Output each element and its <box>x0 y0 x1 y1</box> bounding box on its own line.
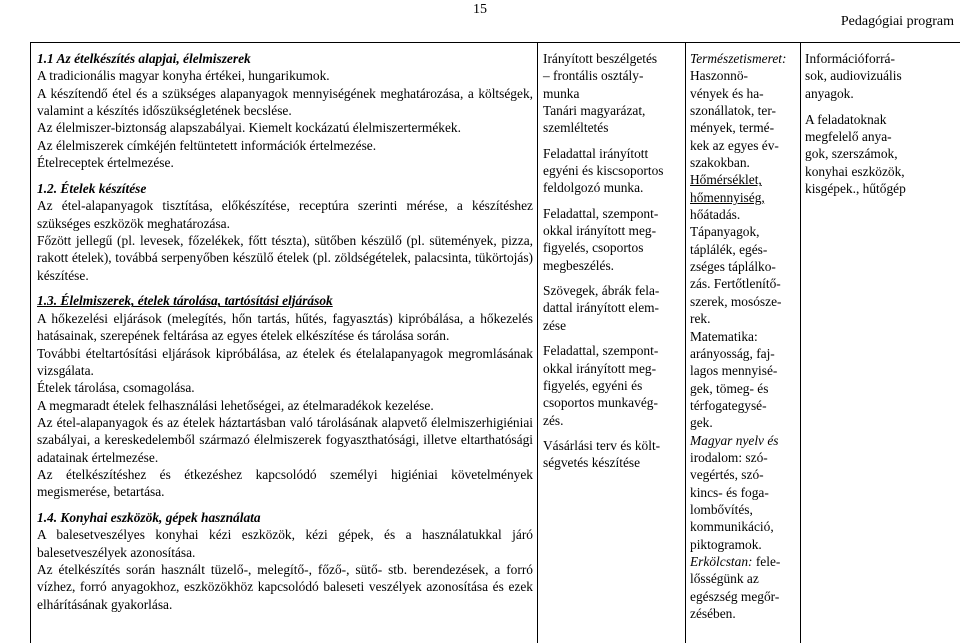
method-line: okkal irányított meg- <box>543 223 657 239</box>
connection-line: egészség megőr- <box>690 588 780 604</box>
connection-line: kommunikáció, <box>690 519 774 535</box>
resource-line: kisgépek., hűtőgép <box>805 180 906 196</box>
connection-line <box>690 189 798 206</box>
resource-line: megfelelő anya- <box>805 128 892 144</box>
connection-line: zésében. <box>690 606 736 621</box>
connection-line: vegértés, szó- <box>690 467 764 483</box>
program-label: Pedagógiai program <box>840 14 954 29</box>
method-block <box>543 205 681 274</box>
connection-line: irodalom: szó- <box>690 449 768 465</box>
column-divider-1 <box>537 42 538 643</box>
connection-line: kincs- és foga- <box>690 484 769 500</box>
connection-line: arányosság, faj- <box>690 345 775 361</box>
subject-name: Erkölcstan: <box>690 553 753 569</box>
topic-line: A készítendő étel és a szükséges alapanyagok mennyiségének meghatározása, a költségek, valamint a készítés időszükségletének becslése. <box>37 85 533 119</box>
method-line: csoportos munkavég- <box>543 395 658 411</box>
connection-line: Magyar nyelv és <box>690 432 779 448</box>
column-divider-3 <box>800 42 801 643</box>
connection-line: Természetismeret: Haszonnö- <box>690 51 787 84</box>
connection-line: szerek, mosósze- <box>690 293 782 309</box>
connection-line: gek. <box>690 415 713 431</box>
connection-line: vények és ha- <box>690 85 764 101</box>
section-heading-1-2: 1.2. Ételek készítése <box>37 180 147 196</box>
connection-line: kek az egyes év- <box>690 137 779 153</box>
subject-name: Hőmérséklet, <box>690 172 762 188</box>
connection-line: mények, termé- <box>690 120 775 136</box>
method-line: munka <box>543 85 580 101</box>
method-line: figyelés, csoportos <box>543 240 644 256</box>
connection-line: lagos mennyisé- <box>690 363 778 379</box>
methods-column <box>543 50 681 472</box>
connection-line: Tápanyagok, <box>690 224 760 240</box>
topic-line: Ételreceptek értelmezése. <box>37 155 174 171</box>
topic-line: Az élelmiszerek címkéjén feltüntetett információk értelmezése. <box>37 137 377 153</box>
method-line: egyéni és kiscsoportos <box>543 163 664 179</box>
connection-line: hőátadás. <box>690 207 741 223</box>
method-block <box>543 342 681 429</box>
resource-line: sok, audiovizuális <box>805 68 902 84</box>
column-divider-2 <box>685 42 686 643</box>
method-line: megbeszélés. <box>543 257 615 273</box>
topic-line: Az élelmiszer-biztonság alapszabályai. Kiemelt kockázatú élelmiszertermékek. <box>37 120 461 136</box>
method-line: Irányított beszélgetés <box>543 51 658 66</box>
connection-line: rek. <box>690 311 711 327</box>
resource-line: Információforrá- <box>805 51 895 66</box>
topic-line: Az ételkészítéshez és étkezéshez kapcsolódó személyi higiéniai követelmények megismerése, betartása. <box>37 466 533 500</box>
method-line: szemléltetés <box>543 120 609 136</box>
connection-line: szakokban. <box>690 155 750 171</box>
connections-column <box>690 50 798 622</box>
method-line: Szövegek, ábrák fela- <box>543 283 660 299</box>
resource-line: anyagok. <box>805 85 854 101</box>
resource-line: konyhai eszközök, <box>805 163 905 179</box>
method-line: zése <box>543 317 567 333</box>
table-top-border <box>30 42 960 43</box>
topic-line: A tradicionális magyar konyha értékei, hungarikumok. <box>37 68 330 84</box>
resource-line: gok, szerszámok, <box>805 146 898 162</box>
method-line: dattal irányított elem- <box>543 300 660 316</box>
connection-line: gek, tömeg- és <box>690 380 769 396</box>
column-divider-left <box>30 42 31 643</box>
section-heading-1-3: 1.3. Élelmiszerek, ételek tárolása, tartósítási eljárások <box>37 293 333 309</box>
connection-line: Matematika: <box>690 328 758 344</box>
resources-column <box>805 50 955 197</box>
method-line: Vásárlási terv és költ- <box>543 437 661 453</box>
section-heading-1-1: 1.1 Az ételkészítés alapjai, élelmiszerek <box>37 51 251 66</box>
method-line: – frontális osztály- <box>543 68 644 84</box>
method-line: Feladattal, szempont- <box>543 205 659 221</box>
method-block <box>543 145 681 197</box>
topic-line: Ételek tárolása, csomagolása. <box>37 380 195 396</box>
topic-line: A megmaradt ételek felhasználási lehetőségei, az ételmaradékok kezelése. <box>37 397 434 413</box>
method-line: zés. <box>543 412 564 428</box>
topic-line: Az étel-alapanyagok és az ételek háztartásban való tárolásának alapvető élelmiszerhigiéniai szabályai, a kereskedelemből származó élelmiszerek fogyaszthatósági, illetve eltarthatósági adatainak értelmezése. <box>37 414 533 465</box>
connection-line: Erkölcstan: fele- <box>690 553 781 569</box>
method-block <box>543 50 681 137</box>
section-heading-1-4: 1.4. Konyhai eszközök, gépek használata <box>37 510 261 526</box>
topic-line: További ételtartósítási eljárások kipróbálása, az ételek és ételalapanyagok megromlásának vizsgálata. <box>37 345 533 378</box>
connection-line: szonállatok, ter- <box>690 103 776 119</box>
method-line: figyelés, egyéni és <box>543 377 643 393</box>
topic-line: A balesetveszélyes konyhai kézi eszközök, kézi gépek, és a használatukkal járó balesetveszélyek azonosítása. <box>37 527 533 560</box>
connection-line: lombővítés, <box>690 501 753 517</box>
topic-line: Az ételkészítés során használt tüzelő-, melegítő-, főző-, sütő- stb. berendezések, a forró vízhez, forró anyagokhoz, eszközökhöz kapcsolódó baleseti veszélyek azonosítása és ezek elhárításának gyakorlása. <box>37 562 533 612</box>
topic-line: Az étel-alapanyagok tisztítása, előkészítése, receptúra szerinti mérése, a készítéshez szükséges eszközök meghatározása. <box>37 198 533 231</box>
topics-column <box>37 50 533 613</box>
method-line: okkal irányított meg- <box>543 360 657 376</box>
method-line: Tanári magyarázat, <box>543 103 646 119</box>
connection-line: piktogramok. <box>690 536 762 552</box>
subject-name: Természetismeret: <box>690 51 787 66</box>
page-number: 15 <box>473 2 487 17</box>
connection-line: lősségünk az <box>690 571 759 587</box>
connection-line: térfogategysé- <box>690 397 767 413</box>
method-line: ségvetés készítése <box>543 455 641 471</box>
connection-line: zás. Fertőtlenítő- <box>690 276 781 292</box>
topic-line: Főzött jellegű (pl. levesek, főzelékek, főtt tészta), sütőben készülő (pl. sütemények, pizza, rakott ételek), továbbá serpenyőben készülő ételek (pl. zöldségételek, palacsinta, tükörtojás) készítése. <box>37 232 533 283</box>
connection-line: zséges táplálko- <box>690 259 776 275</box>
method-block <box>543 282 681 334</box>
method-line: Feladattal irányított <box>543 145 649 161</box>
method-block <box>543 437 681 472</box>
connection-line <box>690 171 798 188</box>
topic-line: A hőkezelési eljárások (melegítés, hőn tartás, hűtés, fagyasztás) kipróbálása, a hőkezelés hatásainak, szerepének feltárása az egyes ételek elkészítése és tárolása során. <box>37 310 533 344</box>
subject-name: hőmennyiség, <box>690 189 765 205</box>
method-line: feldolgozó munka. <box>543 180 644 196</box>
connection-line: táplálék, egés- <box>690 241 768 257</box>
resource-line: A feladatoknak <box>805 111 887 127</box>
method-line: Feladattal, szempont- <box>543 343 659 359</box>
